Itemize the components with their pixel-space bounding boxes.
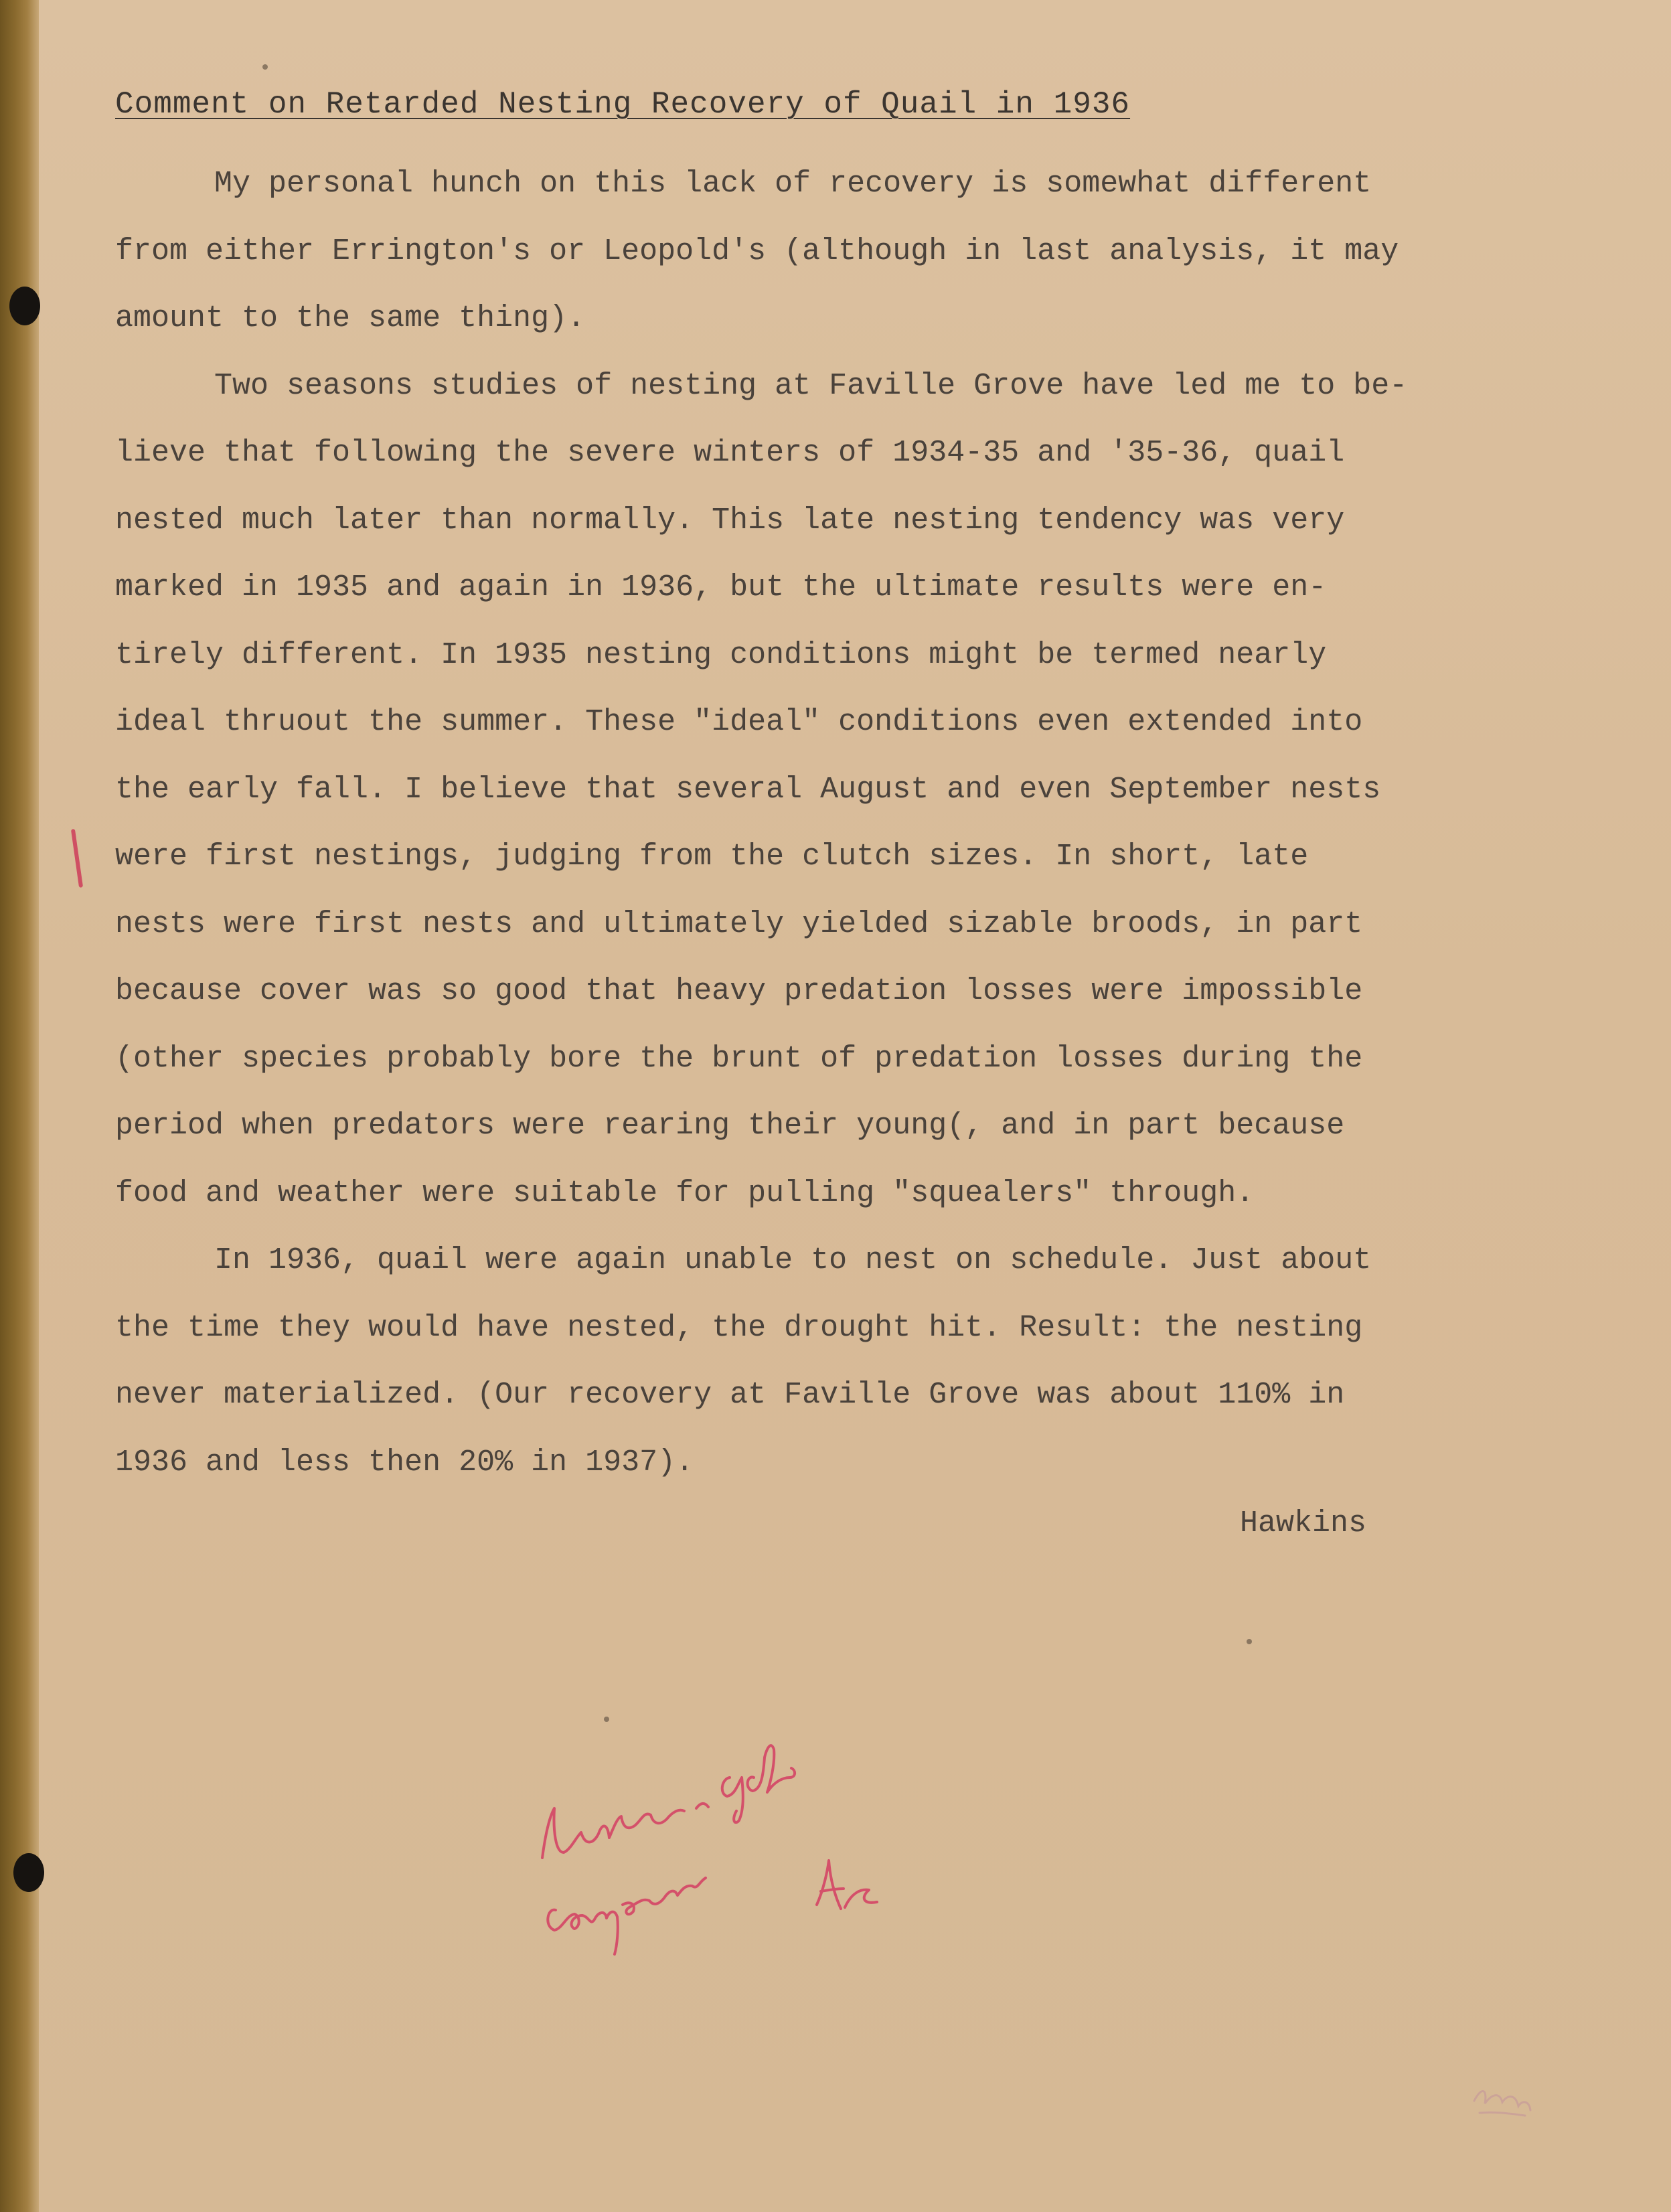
- text-line: nested much later than normally. This late nesting tendency was very: [115, 503, 1345, 538]
- text-line: were first nestings, judging from the clutch sizes. In short, late: [115, 840, 1309, 874]
- annotation-text: [529, 1677, 530, 1678]
- text-line: lieve that following the severe winters of 1934-35 and '35-36, quail: [115, 436, 1345, 470]
- text-line: (other species probably bore the brunt of predation losses during the: [115, 1041, 1363, 1076]
- handwritten-annotation: [529, 1677, 931, 1958]
- text-line: period when predators were rearing their young(, and in part because: [115, 1109, 1345, 1143]
- paper-speck: [262, 64, 268, 70]
- document-body: [115, 151, 1588, 1496]
- text-line: never materialized. (Our recovery at Faville Grove was about 110% in: [115, 1378, 1345, 1412]
- text-line: ideal thruout the summer. These "ideal" conditions even extended into: [115, 705, 1363, 739]
- text-line: 1936 and less then 20% in 1937).: [115, 1445, 694, 1480]
- annotation-scribble: [529, 1677, 931, 1958]
- text-line: tirely different. In 1935 nesting conditions might be termed nearly: [115, 637, 1327, 672]
- text-line: In 1936, quail were again unable to nest on schedule. Just about: [214, 1243, 1372, 1277]
- text-line: food and weather were suitable for pulling "squealers" through.: [115, 1176, 1255, 1210]
- text-line: nests were first nests and ultimately yielded sizable broods, in part: [115, 906, 1363, 941]
- text-line: because cover was so good that heavy predation losses were impossible: [115, 974, 1363, 1008]
- punch-hole-bottom: [13, 1853, 44, 1892]
- red-margin-mark: [71, 829, 83, 888]
- document-title: Comment on Retarded Nesting Recovery of Quail in 1936: [115, 87, 1131, 122]
- signature: Hawkins: [1240, 1506, 1367, 1540]
- text-line: the early fall. I believe that several August and even September nests: [115, 772, 1381, 807]
- text-line: amount to the same thing).: [115, 301, 586, 335]
- punch-hole-top: [9, 287, 40, 325]
- text-line: the time they would have nested, the drought hit. Result: the nesting: [115, 1310, 1363, 1345]
- faint-pencil-mark: [1465, 2074, 1538, 2128]
- text-line: My personal hunch on this lack of recovery is somewhat different: [214, 167, 1372, 201]
- text-line: from either Errington's or Leopold's (although in last analysis, it may: [115, 234, 1399, 268]
- paper-speck: [1247, 1639, 1252, 1644]
- text-line: Two seasons studies of nesting at Faville Grove have led me to be-: [214, 368, 1408, 403]
- text-line: marked in 1935 and again in 1936, but the ultimate results were en-: [115, 570, 1327, 605]
